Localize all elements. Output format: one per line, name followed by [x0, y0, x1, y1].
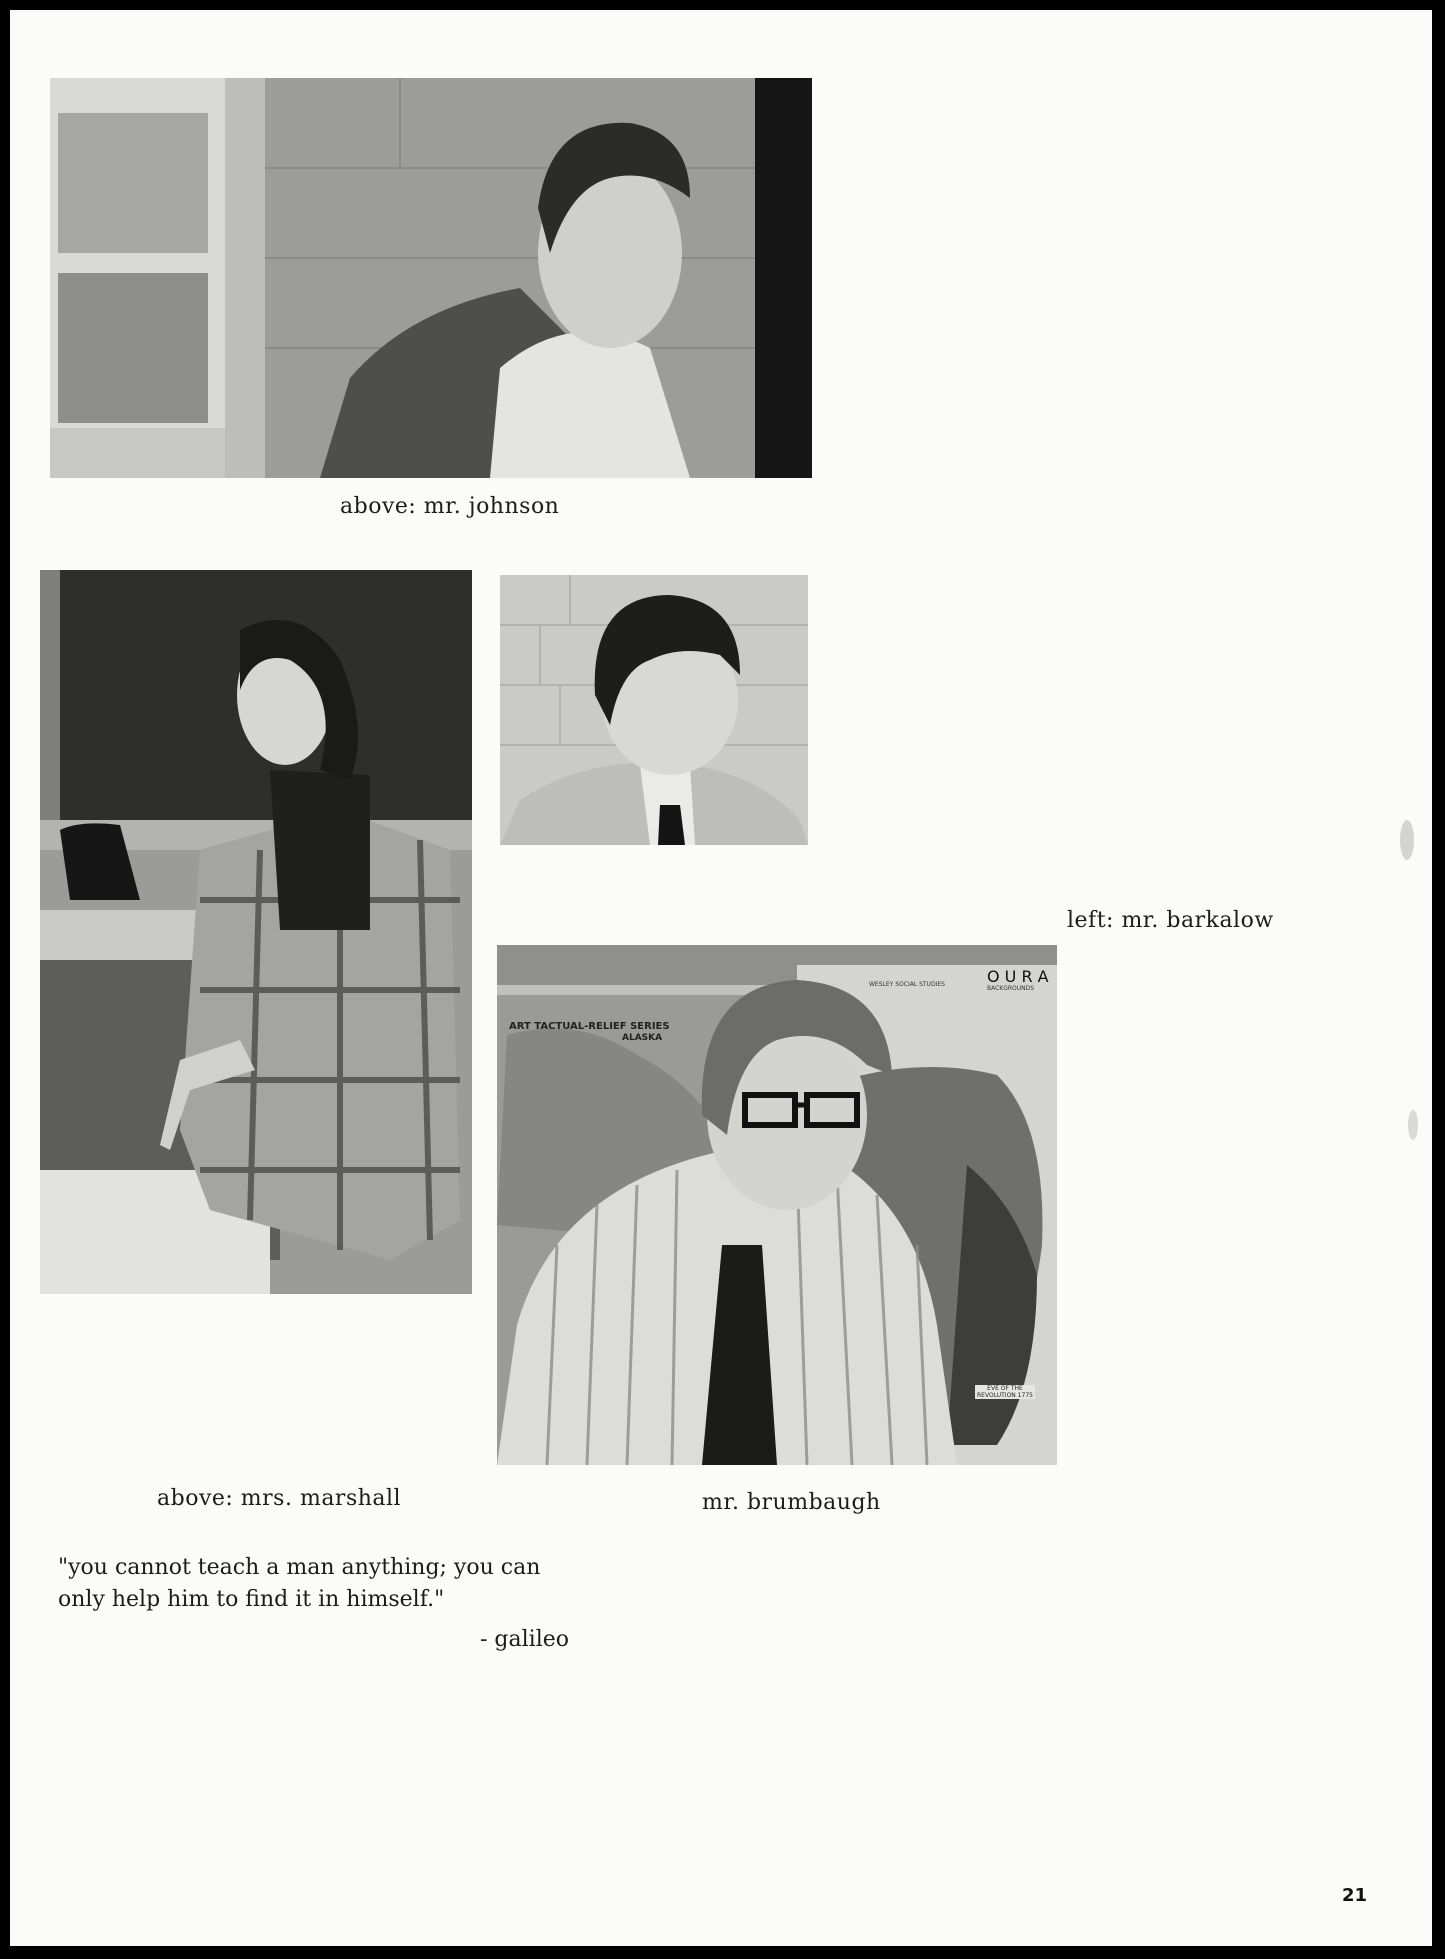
page-number: 21 — [1342, 1885, 1368, 1906]
quote-line-2: only help him to find it in himself." — [58, 1587, 445, 1612]
caption-mr-barkalow: left: mr. barkalow — [1067, 908, 1274, 933]
scan-speck — [1400, 820, 1414, 860]
quote-line-1: "you cannot teach a man anything; you can — [58, 1555, 541, 1580]
map-title-label: O U R A — [987, 967, 1049, 986]
map-alaska-label: ALASKA — [622, 1033, 663, 1043]
map-studies-label: WESLEY SOCIAL STUDIES — [869, 981, 945, 988]
caption-mr-johnson: above: mr. johnson — [340, 494, 560, 519]
galileo-quote — [58, 1552, 578, 1616]
caption-mrs-marshall: above: mrs. marshall — [157, 1486, 402, 1511]
photo-mrs-marshall — [40, 570, 472, 1294]
map-legend-label: EVE OF THE REVOLUTION 1775 — [975, 1385, 1035, 1399]
quote-attribution: - galileo — [480, 1627, 569, 1652]
map-series-label: ART TACTUAL-RELIEF SERIES — [509, 1021, 670, 1032]
yearbook-page — [10, 10, 1432, 1946]
photo-mr-brumbaugh — [497, 945, 1057, 1465]
map-backgrounds-label: BACKGROUNDS — [987, 985, 1035, 992]
photo-mr-johnson — [50, 78, 812, 478]
photo-mr-barkalow — [500, 575, 808, 845]
scan-speck — [1408, 1110, 1418, 1140]
caption-mr-brumbaugh: mr. brumbaugh — [702, 1490, 881, 1515]
